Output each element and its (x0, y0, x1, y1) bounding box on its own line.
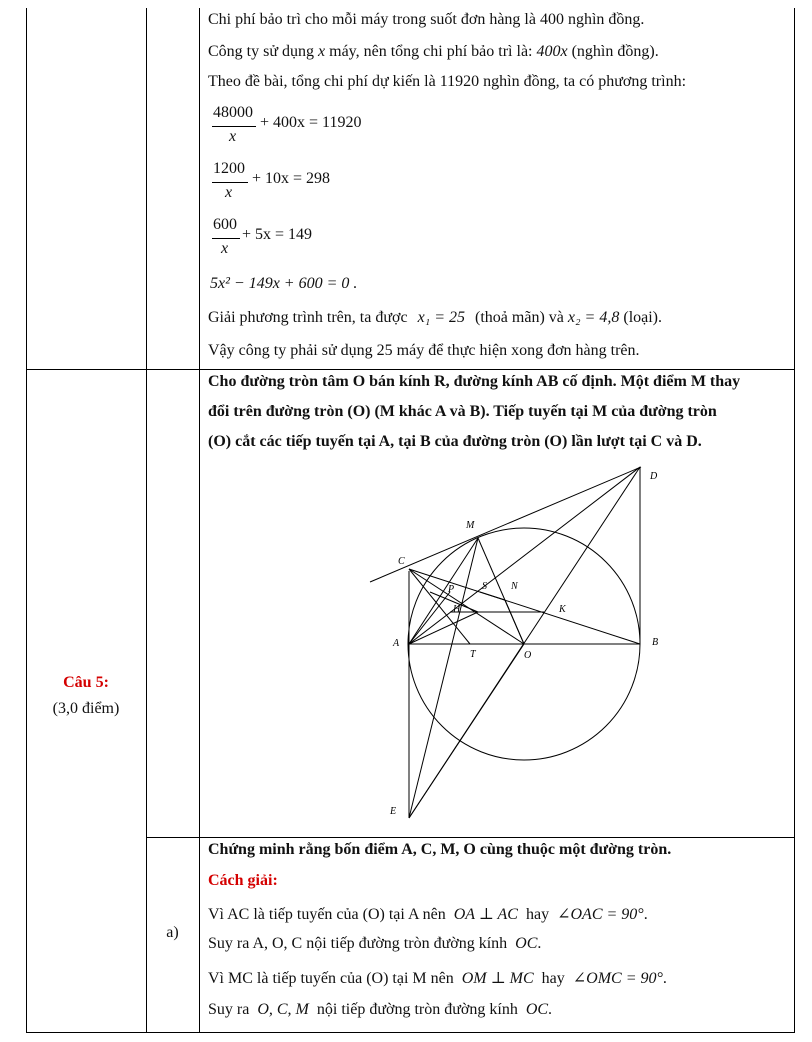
equation-2: 1200 x + 10x = 298 (213, 160, 331, 201)
equation-1: 48000 x + 400x = 11920 (213, 104, 362, 145)
total-maintenance-line: Công ty sử dụng x máy, nên tổng chi phí bảo trì là: 400x (nghìn đồng). (208, 43, 659, 60)
segment-cb (409, 569, 640, 644)
problem-statement-line-1: Cho đường tròn tâm O bán kính R, đường kính AB cố định. Một điểm M thay (208, 373, 741, 390)
equation-3: 600 x + 5x = 149 (213, 216, 313, 257)
label-b: B (652, 637, 659, 648)
solution-line-4: Suy ra O, C, M nội tiếp đường tròn đường kính OC. (208, 1001, 553, 1018)
conclusion-line: Vậy công ty phải sử dụng 25 máy để thực hiện xong đơn hàng trên. (208, 342, 640, 359)
question-5-label: Câu 5: (3,0 điểm) (52, 674, 120, 717)
table-col-divider-1 (146, 8, 147, 1033)
segment-eo (409, 644, 524, 818)
label-p: P (448, 584, 455, 595)
problem-statement-line-3: (O) cắt các tiếp tuyến tại A, tại B của đường tròn (O) lần lượt tại C và D. (208, 433, 702, 450)
solution-line: Giải phương trình trên, ta được x₁ = 25 (thoả mãn) và x₂ = 4,8 (loại). (208, 309, 663, 326)
solution-line-1: Vì AC là tiếp tuyến của (O) tại A nên OA ⊥ AC hay ∠OAC = 90°. (208, 906, 648, 923)
label-d: D (650, 471, 658, 482)
equation-intro-line: Theo đề bài, tổng chi phí dự kiến là 11920 nghìn đồng, ta có phương trình: (208, 73, 687, 90)
label-o: O (524, 650, 532, 661)
label-e: E (390, 806, 397, 817)
part-a-label: a) (166, 924, 179, 941)
solution-method-heading: Cách giải: (208, 872, 278, 889)
solution-line-2: Suy ra A, O, C nội tiếp đường tròn đường kính OC. (208, 935, 542, 952)
table-border-right (794, 8, 795, 1033)
quadratic-equation: 5x² − 149x + 600 = 0 . (210, 275, 358, 292)
table-border-left (26, 8, 27, 1033)
solution-line-3: Vì MC là tiếp tuyến của (O) tại M nên OM ⊥ MC hay ∠OMC = 90°. (208, 970, 667, 987)
maintenance-cost-line: Chi phí bảo trì cho mỗi máy trong suốt đơn hàng là 400 nghìn đồng. (208, 11, 645, 28)
table-row-divider-2 (146, 837, 795, 838)
geometry-figure (200, 455, 794, 835)
label-h: H (453, 604, 461, 615)
label-k: K (559, 604, 566, 615)
table-border-bottom (26, 1032, 795, 1033)
label-s: S (482, 581, 487, 592)
segment-ad (409, 467, 640, 644)
part-a-title: Chứng minh rằng bốn điểm A, C, M, O cùng thuộc một đường tròn. (208, 841, 672, 858)
segment-sn (480, 592, 505, 600)
label-c: C (398, 556, 405, 567)
label-m: M (466, 520, 475, 531)
problem-statement-line-2: đổi trên đường tròn (O) (M khác A và B). Tiếp tuyến tại M của đường tròn (208, 403, 717, 420)
tangent-line-cd (370, 467, 641, 582)
label-a: A (393, 638, 400, 649)
label-n: N (511, 581, 518, 592)
segment-co (409, 569, 524, 644)
label-t: T (470, 649, 476, 660)
segment-ap (409, 592, 450, 644)
table-row-divider-1 (26, 369, 795, 370)
